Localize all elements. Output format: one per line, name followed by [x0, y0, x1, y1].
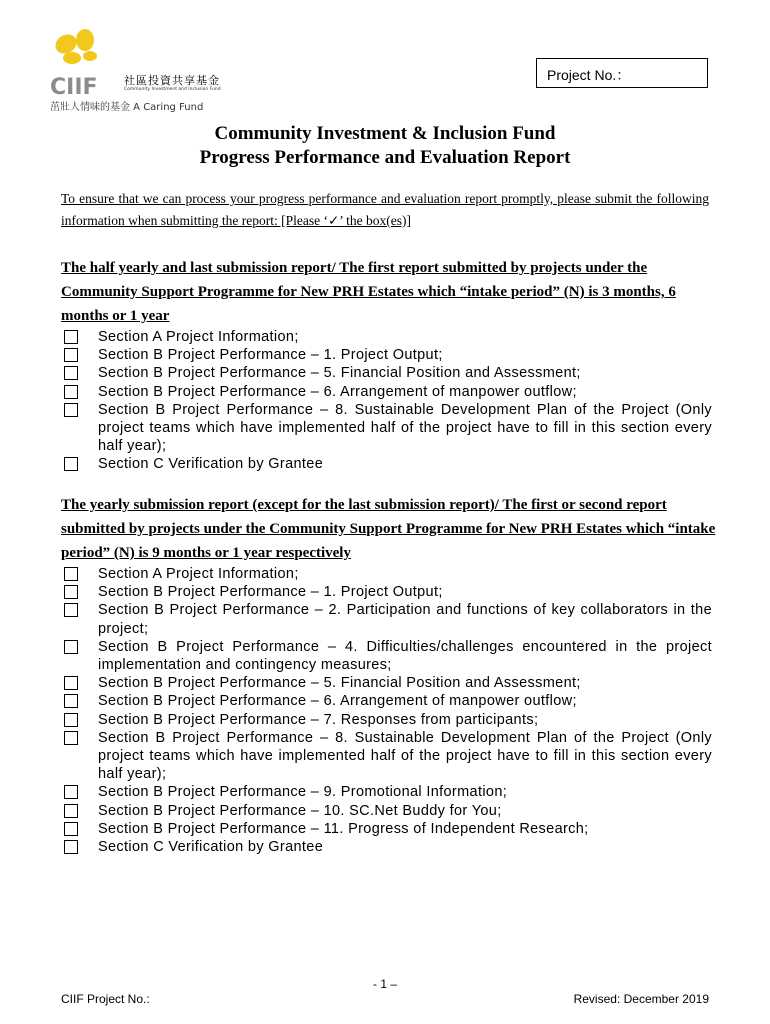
checkbox[interactable] [64, 603, 78, 617]
item-label: Section C Verification by Grantee [98, 456, 324, 473]
item-label: Section B Project Performance – 5. Financial Position and Assessment; [98, 365, 581, 382]
checklist-item [61, 729, 719, 784]
item-label: Section B Project Performance – 6. Arrangement of manpower outflow; [98, 383, 577, 400]
item-label: Section B Project Performance – 1. Project Output; [98, 347, 443, 364]
logo-initials: CIIF [50, 75, 98, 98]
logo-english-name: Community Investment and Inclusion Fund [124, 87, 221, 92]
title-line-2: Progress Performance and Evaluation Report [199, 147, 571, 168]
checkbox[interactable] [64, 822, 78, 836]
checklist-item [61, 455, 719, 473]
page-number: - 1 – [372, 977, 397, 991]
checkbox[interactable] [64, 567, 78, 581]
logo-tagline: 茁壯人情味的基金 A Caring Fund [50, 102, 204, 113]
checklist-item [61, 601, 719, 637]
intro-instructions: To ensure that we can process your progress performance and evaluation report promptly, please submit the following information when submitting the report: [Please ‘✓’ the box(es)] [61, 191, 709, 228]
item-label: Section A Project Information; [98, 566, 299, 582]
checkbox[interactable] [64, 330, 78, 344]
footer-project-no: CIIF Project No.: [61, 992, 150, 1006]
item-label: Section C Verification by Grantee [98, 839, 324, 856]
checkbox[interactable] [64, 804, 78, 818]
checkbox[interactable] [64, 694, 78, 708]
checklist-item [61, 802, 719, 820]
checkbox[interactable] [64, 403, 78, 417]
checklist-item [61, 401, 719, 456]
item-label: Section B Project Performance – 1. Project Output; [98, 584, 443, 601]
item-label: Section B Project Performance – 11. Progress of Independent Research; [98, 820, 589, 837]
item-label: Section B Project Performance – 5. Financial Position and Assessment; [98, 675, 581, 692]
checklist-item [61, 692, 719, 710]
report-title [0, 122, 770, 170]
ciif-logo [48, 28, 228, 114]
checkbox[interactable] [64, 366, 78, 380]
item-label: Section B Project Performance – 2. Participation and functions of key collaborators in the project; [98, 602, 712, 637]
checklist-item [61, 711, 719, 729]
section-yearly [61, 493, 719, 856]
checklist-item [61, 328, 719, 346]
footer-revised-date: Revised: December 2019 [573, 992, 709, 1006]
checkbox[interactable] [64, 585, 78, 599]
logo-chinese-name: 社區投資共享基金 [124, 74, 220, 87]
checklist-item [61, 565, 719, 583]
section-heading: The yearly submission report (except for the last submission report)/ The first or second report submitted by projects under the Community Support Programme for New PRH Estates which “intake period” (N) is 9 months or 1 year respectively [61, 497, 716, 561]
checklist-item [61, 638, 719, 674]
checklist-item [61, 583, 719, 601]
checklist-item [61, 383, 719, 401]
checkbox[interactable] [64, 348, 78, 362]
checklist-item [61, 838, 719, 856]
checklist-item [61, 364, 719, 382]
checkbox[interactable] [64, 785, 78, 799]
checkbox[interactable] [64, 640, 78, 654]
section-half-yearly [61, 256, 719, 474]
item-label: Section B Project Performance – 9. Promotional Information; [98, 784, 508, 801]
section-heading: The half yearly and last submission report/ The first report submitted by projects under the Community Support Programme for New PRH Estates which “intake period” (N) is 3 months, 6 months or 1 year [61, 260, 676, 324]
checkbox[interactable] [64, 676, 78, 690]
project-number-field[interactable] [536, 58, 708, 88]
project-number-label: Project No.： [547, 67, 631, 83]
checklist-item [61, 346, 719, 364]
item-label: Section B Project Performance – 8. Sustainable Development Plan of the Project (Only project teams which have implemented half of the project have to fill in this section every half year); [98, 729, 712, 783]
checkbox[interactable] [64, 385, 78, 399]
item-label: Section B Project Performance – 4. Difficulties/challenges encountered in the project implementation and contingency measures; [98, 638, 712, 674]
checkbox[interactable] [64, 713, 78, 727]
item-label: Section B Project Performance – 6. Arrangement of manpower outflow; [98, 693, 577, 710]
checkbox[interactable] [64, 840, 78, 854]
checklist-item [61, 783, 719, 801]
title-line-1: Community Investment & Inclusion Fund [214, 123, 556, 144]
item-label: Section B Project Performance – 7. Responses from participants; [98, 711, 539, 728]
butterfly-logo-icon [48, 28, 118, 98]
checkbox[interactable] [64, 457, 78, 471]
checklist-item [61, 674, 719, 692]
item-label: Section B Project Performance – 8. Sustainable Development Plan of the Project (Only project teams which have implemented half of the project have to fill in this section every half year); [98, 401, 712, 455]
item-label: Section B Project Performance – 10. SC.Net Buddy for You; [98, 802, 502, 819]
checkbox[interactable] [64, 731, 78, 745]
item-label: Section A Project Information; [98, 329, 299, 345]
checklist-item [61, 820, 719, 838]
